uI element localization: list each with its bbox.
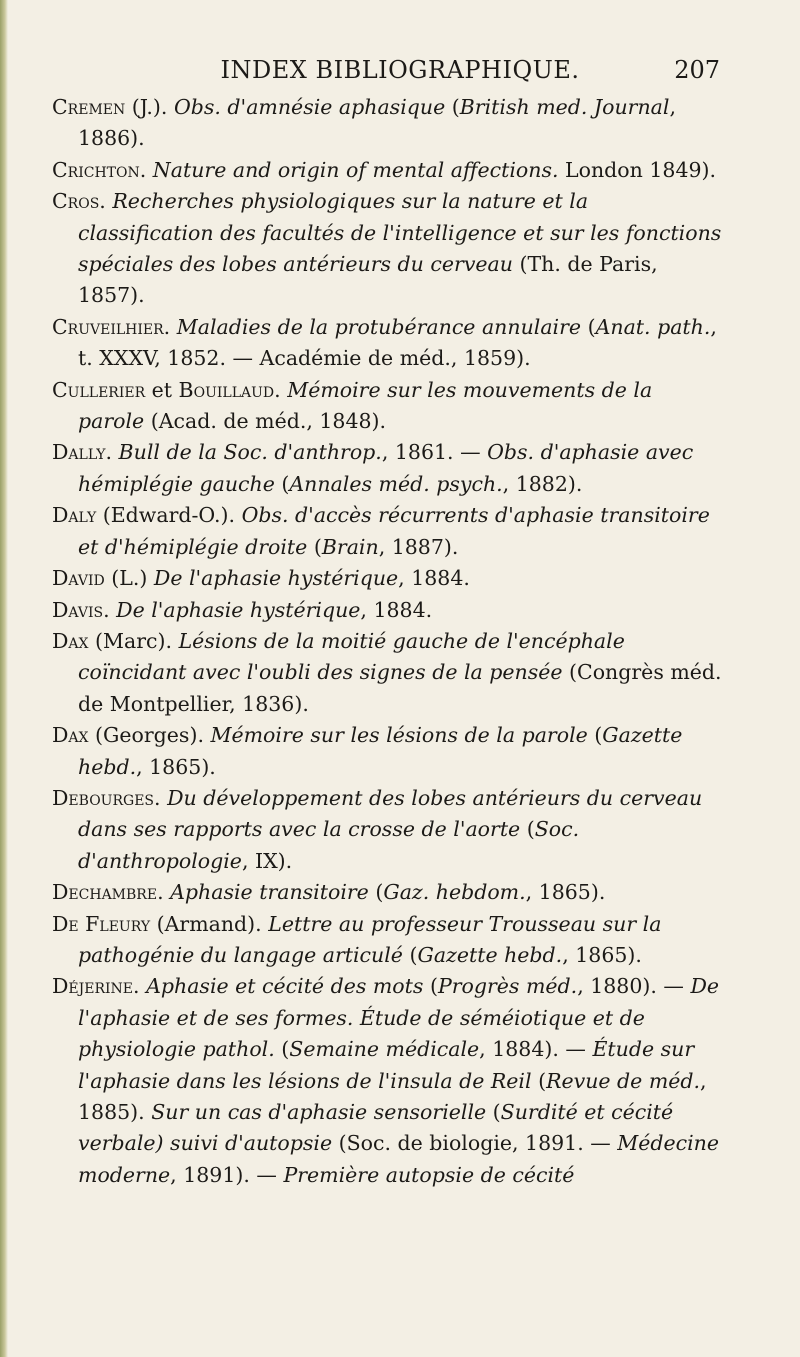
- entry-title-italic: De l'aphasie et de ses formes. Étude de séméiotique et de physiologie pathol.: [78, 974, 720, 1062]
- entry-text: (L.): [104, 566, 154, 591]
- entry-author: Debourges.: [52, 785, 161, 810]
- entry-title-italic: British med. Journal: [459, 95, 670, 119]
- entry-title-italic: Obs. d'accès récurrents d'aphasie transitoire et d'hémiplégie droite: [78, 503, 710, 559]
- entry-title-italic: Bull de la Soc. d'anthrop.: [118, 440, 382, 465]
- bibliography-entry: [52, 563, 722, 594]
- entry-title-italic: Mémoire sur les mouvements de la parole: [78, 377, 653, 434]
- entry-text: , 1861. —: [381, 440, 488, 465]
- entry-title-italic: Du développement des lobes antérieurs du cerveau dans ses rapports avec la crosse de l'aorte: [78, 785, 703, 842]
- page-header: [40, 56, 760, 90]
- entry-text: (Edward-O.).: [96, 503, 242, 528]
- entry-title-italic: Progrès méd.: [437, 974, 578, 999]
- page-number: 207: [674, 56, 720, 84]
- entry-author-second: Bouillaud.: [178, 377, 281, 402]
- entry-text: (Th. de Paris, 1857).: [78, 252, 658, 308]
- entry-title-italic: Gaz. hebdom.: [383, 880, 526, 905]
- entry-text: (: [307, 534, 322, 559]
- bibliography-entry: [52, 783, 722, 877]
- entry-text: London 1849).: [558, 157, 717, 182]
- entry-title-italic: Annales méd. psych.: [289, 471, 503, 496]
- entry-title-italic: Aphasie et cécité des mots: [146, 974, 424, 999]
- entry-conjunction: et: [145, 377, 179, 402]
- entry-title-italic: Recherches physiologiques sur la nature et la classification des facultés de l'intelligence et sur les fonctions spéciales des lobes antérieurs du cerveau: [78, 189, 722, 277]
- entry-text: (: [274, 1037, 290, 1062]
- bibliography-entry: [52, 437, 722, 500]
- entry-author: Cullerier: [52, 377, 146, 402]
- entry-title-italic: Aphasie transitoire: [170, 880, 369, 905]
- entry-author: Dally.: [52, 440, 113, 465]
- entry-author: Crichton.: [52, 157, 147, 182]
- entry-text: (: [423, 974, 438, 999]
- entry-text: , 1884.: [398, 566, 470, 591]
- entry-text: , 1865).: [562, 942, 642, 967]
- entry-text: , 1865).: [136, 754, 216, 779]
- entry-text: , 1884). —: [479, 1037, 593, 1062]
- entry-text: (: [581, 314, 596, 339]
- entry-title-italic: Maladies de la protubérance annulaire: [176, 314, 582, 339]
- entry-text: (: [486, 1100, 501, 1124]
- bibliography-entry: [52, 312, 722, 375]
- entry-title-italic: Surdité et cécité verbale) suivi d'autopsie: [78, 1100, 674, 1156]
- entry-author: Davis.: [52, 597, 110, 622]
- bibliography-entry: [52, 375, 722, 438]
- entry-text: (: [274, 471, 290, 496]
- entry-author: Dechambre.: [52, 880, 164, 905]
- entry-text: (: [520, 817, 535, 842]
- entry-title-italic: Anat. path.: [595, 314, 711, 339]
- entry-title-italic: Première autopsie de cécité: [283, 1162, 575, 1187]
- entry-author: Déjerine.: [52, 974, 140, 999]
- entry-author: David: [52, 566, 105, 591]
- entry-title-italic: Lettre au professeur Trousseau sur la pathogénie du langage articulé: [78, 911, 662, 967]
- entry-title-italic: Lésions de la moitié gauche de l'encéphale coïncidant avec l'oubli des signes de la pensée: [78, 628, 625, 685]
- bibliography-entry: [52, 500, 722, 563]
- entry-text: , 1884.: [360, 597, 433, 622]
- entry-title-italic: Gazette hebd.: [417, 942, 563, 967]
- entry-title-italic: Étude sur l'aphasie dans les lésions de l'insula de Reil: [78, 1037, 695, 1093]
- entry-text: , 1886).: [78, 95, 676, 151]
- entry-text: (Marc).: [88, 628, 179, 653]
- entry-title-italic: Semaine médicale: [289, 1037, 480, 1062]
- entry-title-italic: Sur un cas d'aphasie sensorielle: [151, 1100, 487, 1124]
- entry-text: (Acad. de méd., 1848).: [144, 409, 387, 434]
- bibliography-entry: [52, 720, 722, 783]
- bibliography-entry: [52, 595, 722, 626]
- bibliography-entry: [52, 909, 722, 972]
- entry-title-italic: Gazette hebd.: [78, 723, 683, 779]
- bibliography-entry: [52, 971, 722, 1191]
- entry-title-italic: Obs. d'aphasie avec hémiplégie gauche: [78, 440, 694, 496]
- page-edge: [0, 0, 8, 1357]
- entry-text: (Armand).: [150, 911, 269, 936]
- entry-text: (Soc. de biologie, 1891. —: [332, 1131, 618, 1156]
- bibliography-entry: [52, 92, 722, 155]
- entry-title-italic: Mémoire sur les lésions de la parole: [210, 723, 588, 748]
- entry-author: Dax: [52, 628, 89, 653]
- entry-title-italic: Revue de méd.: [546, 1068, 701, 1093]
- entry-title-italic: Brain: [321, 534, 379, 559]
- entry-text: , t. XXXV, 1852. — Académie de méd., 1859).: [78, 314, 717, 371]
- entry-title-italic: De l'aphasie hystérique: [116, 597, 361, 622]
- running-title: INDEX BIBLIOGRAPHIQUE.: [220, 56, 580, 84]
- entry-text: , 1880). —: [577, 974, 691, 999]
- entry-text: (: [445, 95, 460, 119]
- entry-text: (Georges).: [88, 723, 211, 748]
- entry-author: Cruveilhier.: [52, 314, 171, 339]
- entry-title-italic: De l'aphasie hystérique: [153, 566, 399, 591]
- entry-title-italic: Obs. d'amnésie aphasique: [173, 95, 446, 119]
- entry-title-italic: Soc. d'anthropologie: [78, 817, 580, 873]
- entry-text: (: [531, 1068, 547, 1093]
- entry-title-italic: Médecine moderne: [78, 1131, 720, 1187]
- bibliography-entry: [52, 626, 722, 720]
- bibliography-entries: [52, 92, 722, 1191]
- entry-author: Daly: [52, 503, 97, 528]
- entry-text: , 1882).: [502, 471, 583, 496]
- entry-text: (: [368, 880, 384, 905]
- bibliography-entry: [52, 877, 722, 908]
- bibliography-entry: [52, 155, 722, 186]
- entry-text: (: [402, 942, 418, 967]
- entry-text: (Congrès méd. de Montpellier, 1836).: [78, 660, 722, 716]
- entry-author: Cros.: [52, 189, 106, 214]
- entry-text: , 1885).: [78, 1068, 707, 1124]
- bibliography-entry: [52, 186, 722, 312]
- entry-author: De Fleury: [52, 911, 151, 936]
- entry-title-italic: Nature and origin of mental affections.: [152, 157, 559, 182]
- entry-text: , IX).: [241, 848, 293, 873]
- entry-text: , 1887).: [378, 534, 459, 559]
- entry-author: Dax: [52, 723, 89, 748]
- entry-text: , 1891). —: [170, 1162, 284, 1187]
- entry-text: (J.).: [125, 95, 174, 119]
- entry-text: , 1865).: [525, 880, 606, 905]
- entry-text: (: [587, 723, 603, 748]
- entry-author: Cremen: [52, 95, 126, 119]
